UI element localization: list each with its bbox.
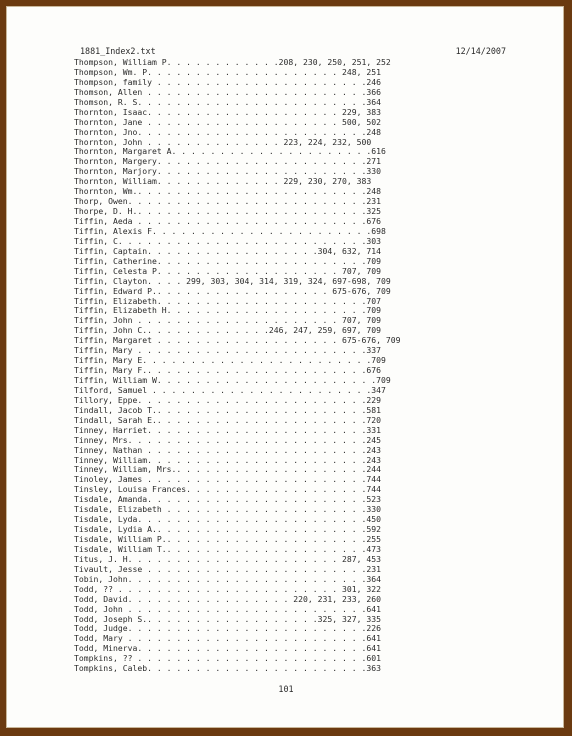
index-entry: Thorpe, D. H.. . . . . . . . . . . . . . . . . . . . . . . .325 bbox=[74, 207, 381, 217]
index-entry: Todd, Joseph S.. . . . . . . . . . . . . . . . . .325, 327, 335 bbox=[74, 614, 381, 624]
index-entry: Tiffin, Mary E. . . . . . . . . . . . . . . . . . . . . . . .709 bbox=[74, 356, 386, 366]
index-entry: Titus, J. H. . . . . . . . . . . . . . . . . . . . . . 287, 453 bbox=[74, 554, 381, 564]
index-entry: Tiffin, Aeda . . . . . . . . . . . . . . . . . . . . . . . .676 bbox=[74, 217, 381, 226]
index-entry: Tiffin, Mary . . . . . . . . . . . . . . . . . . . . . . . .337 bbox=[74, 346, 381, 356]
header-filename: 1881_Index2.txt bbox=[80, 46, 156, 56]
index-entry: Thornton, Isaac. . . . . . . . . . . . . . . . . . . . 229, 383 bbox=[74, 107, 381, 117]
index-entry: Todd, Judge. . . . . . . . . . . . . . . . . . . . . . . . .226 bbox=[74, 624, 381, 634]
index-entry: Tiffin, John C.. . . . . . . . . . . . .246, 247, 259, 697, 709 bbox=[74, 326, 381, 336]
index-entry: Tinoley, James . . . . . . . . . . . . . . . . . . . . . . .744 bbox=[74, 475, 381, 485]
index-entry: Tiffin, Captain. . . . . . . . . . . . . . . . . .304, 632, 714 bbox=[74, 246, 381, 256]
index-entry: Tompkins, Caleb. . . . . . . . . . . . . . . . . . . . . . .363 bbox=[74, 664, 381, 674]
index-entry: Thomson, Allen . . . . . . . . . . . . . . . . . . . . . . .366 bbox=[74, 87, 381, 97]
index-entry: Tompkins, ?? . . . . . . . . . . . . . . . . . . . . . . . .601 bbox=[74, 654, 381, 664]
index-entry: Tinney, Harriet. . . . . . . . . . . . . . . . . . . . . . .331 bbox=[74, 425, 381, 435]
index-entry: Tinney, Nathan . . . . . . . . . . . . . . . . . . . . . . .243 bbox=[74, 445, 381, 455]
index-entry: Todd, John . . . . . . . . . . . . . . . . . . . . . . . . .641 bbox=[74, 604, 381, 614]
index-entry: Thornton, William. . . . . . . . . . . . . 229, 230, 270, 383 bbox=[74, 177, 372, 187]
index-entry: Todd, ?? . . . . . . . . . . . . . . . . . . . . . . . 301, 322 bbox=[74, 584, 381, 594]
index-entry: Tindall, Jacob T.. . . . . . . . . . . . . . . . . . . . . .581 bbox=[74, 405, 381, 415]
index-entry: Thornton, Jane . . . . . . . . . . . . . . . . . . . . 500, 502 bbox=[74, 117, 381, 127]
index-entry: Thornton, Wm.. . . . . . . . . . . . . . . . . . . . . . . .248 bbox=[74, 187, 381, 197]
index-entry: Tisdale, William P.. . . . . . . . . . . . . . . . . . . . .255 bbox=[74, 535, 381, 544]
index-entry: Tobin, John. . . . . . . . . . . . . . . . . . . . . . . . .364 bbox=[74, 574, 381, 584]
index-entry: Tiffin, Edward P.. . . . . . . . . . . . . . . . . . 675-676, 709 bbox=[74, 286, 391, 296]
page-header bbox=[80, 46, 506, 58]
page-number: 101 bbox=[278, 684, 294, 694]
index-entry: Todd, Mary . . . . . . . . . . . . . . . . . . . . . . . . .641 bbox=[74, 634, 381, 644]
index-entry: Tisdale, Lyda. . . . . . . . . . . . . . . . . . . . . . . .450 bbox=[74, 515, 381, 525]
index-entry: Tiffin, Celesta P. . . . . . . . . . . . . . . . . . . 707, 709 bbox=[74, 266, 381, 276]
index-entry: Thornton, Margery. . . . . . . . . . . . . . . . . . . . . .271 bbox=[74, 157, 381, 167]
index-entry: Todd, Minerva. . . . . . . . . . . . . . . . . . . . . . . .641 bbox=[74, 644, 381, 654]
index-entry: Tisdale, Elizabeth . . . . . . . . . . . . . . . . . . . . .330 bbox=[74, 505, 381, 515]
index-entry: Tinney, Mrs. . . . . . . . . . . . . . . . . . . . . . . . .245 bbox=[74, 435, 381, 445]
index-entry: Thornton, Margaret A. . . . . . . . . . . . . . . . . . . . .616 bbox=[74, 147, 386, 157]
index-entry: Tillory, Eppe. . . . . . . . . . . . . . . . . . . . . . . .229 bbox=[74, 395, 381, 405]
index-entry-list bbox=[74, 58, 430, 674]
index-entry: Thompson, William P. . . . . . . . . . . .208, 230, 250, 251, 252 bbox=[74, 58, 391, 67]
index-entry: Tinney, William, Mrs.. . . . . . . . . . . . . . . . . . . .244 bbox=[74, 465, 381, 475]
index-entry: Tiffin, William W. . . . . . . . . . . . . . . . . . . . . . .709 bbox=[74, 376, 391, 385]
index-entry: Tiffin, Mary F.. . . . . . . . . . . . . . . . . . . . . . .676 bbox=[74, 366, 381, 376]
index-entry: Tiffin, Elizabeth H. . . . . . . . . . . . . . . . . . . . .709 bbox=[74, 306, 381, 316]
index-entry: Thornton, Marjory. . . . . . . . . . . . . . . . . . . . . .330 bbox=[74, 167, 381, 177]
index-entry: Tilford, Samuel . . . . . . . . . . . . . . . . . . . . . . .347 bbox=[74, 385, 386, 395]
index-entry: Thornton, Jno. . . . . . . . . . . . . . . . . . . . . . . .248 bbox=[74, 127, 381, 137]
index-entry: Tiffin, C. . . . . . . . . . . . . . . . . . . . . . . . . .303 bbox=[74, 236, 381, 246]
index-entry: Thompson, family . . . . . . . . . . . . . . . . . . . . . .246 bbox=[74, 77, 381, 87]
index-entry: Thorp, Owen. . . . . . . . . . . . . . . . . . . . . . . . .231 bbox=[74, 197, 381, 207]
index-entry: Tiffin, Clayton. . . . 299, 303, 304, 314, 319, 324, 697-698, 709 bbox=[74, 276, 391, 286]
index-entry: Thompson, Wm. P. . . . . . . . . . . . . . . . . . . . 248, 251 bbox=[74, 67, 381, 77]
index-entry: Tiffin, Alexis F. . . . . . . . . . . . . . . . . . . . . . .698 bbox=[74, 226, 386, 236]
index-entry: Tindall, Sarah E.. . . . . . . . . . . . . . . . . . . . . .720 bbox=[74, 415, 381, 425]
index-entry: Thornton, John . . . . . . . . . . . . . . 223, 224, 232, 500 bbox=[74, 137, 372, 147]
index-entry: Thomson, R. S. . . . . . . . . . . . . . . . . . . . . . . .364 bbox=[74, 97, 381, 107]
index-entry: Tisdale, Amanda. . . . . . . . . . . . . . . . . . . . . . .523 bbox=[74, 495, 381, 505]
index-entry: Tivault, Jesse . . . . . . . . . . . . . . . . . . . . . . .231 bbox=[74, 564, 381, 574]
index-entry: Tiffin, Catherine. . . . . . . . . . . . . . . . . . . . . .709 bbox=[74, 256, 381, 266]
index-entry: Tisdale, Lydia A.. . . . . . . . . . . . . . . . . . . . . .592 bbox=[74, 525, 381, 535]
index-entry: Tinney, William. . . . . . . . . . . . . . . . . . . . . . .243 bbox=[74, 455, 381, 465]
index-entry: Todd, David. . . . . . . . . . . . . . . . . 220, 231, 233, 260 bbox=[74, 594, 381, 604]
index-entry: Tiffin, Elizabeth. . . . . . . . . . . . . . . . . . . . . .707 bbox=[74, 296, 381, 306]
index-entry: Tisdale, William T.. . . . . . . . . . . . . . . . . . . . .473 bbox=[74, 544, 381, 554]
index-entry: Tiffin, John . . . . . . . . . . . . . . . . . . . . . 707, 709 bbox=[74, 316, 381, 326]
index-entry: Tinsley, Louisa Frances. . . . . . . . . . . . . . . . . . .744 bbox=[74, 485, 381, 495]
index-entry: Tiffin, Margaret . . . . . . . . . . . . . . . . . . . 675-676, 709 bbox=[74, 336, 401, 346]
header-date: 12/14/2007 bbox=[455, 46, 506, 56]
